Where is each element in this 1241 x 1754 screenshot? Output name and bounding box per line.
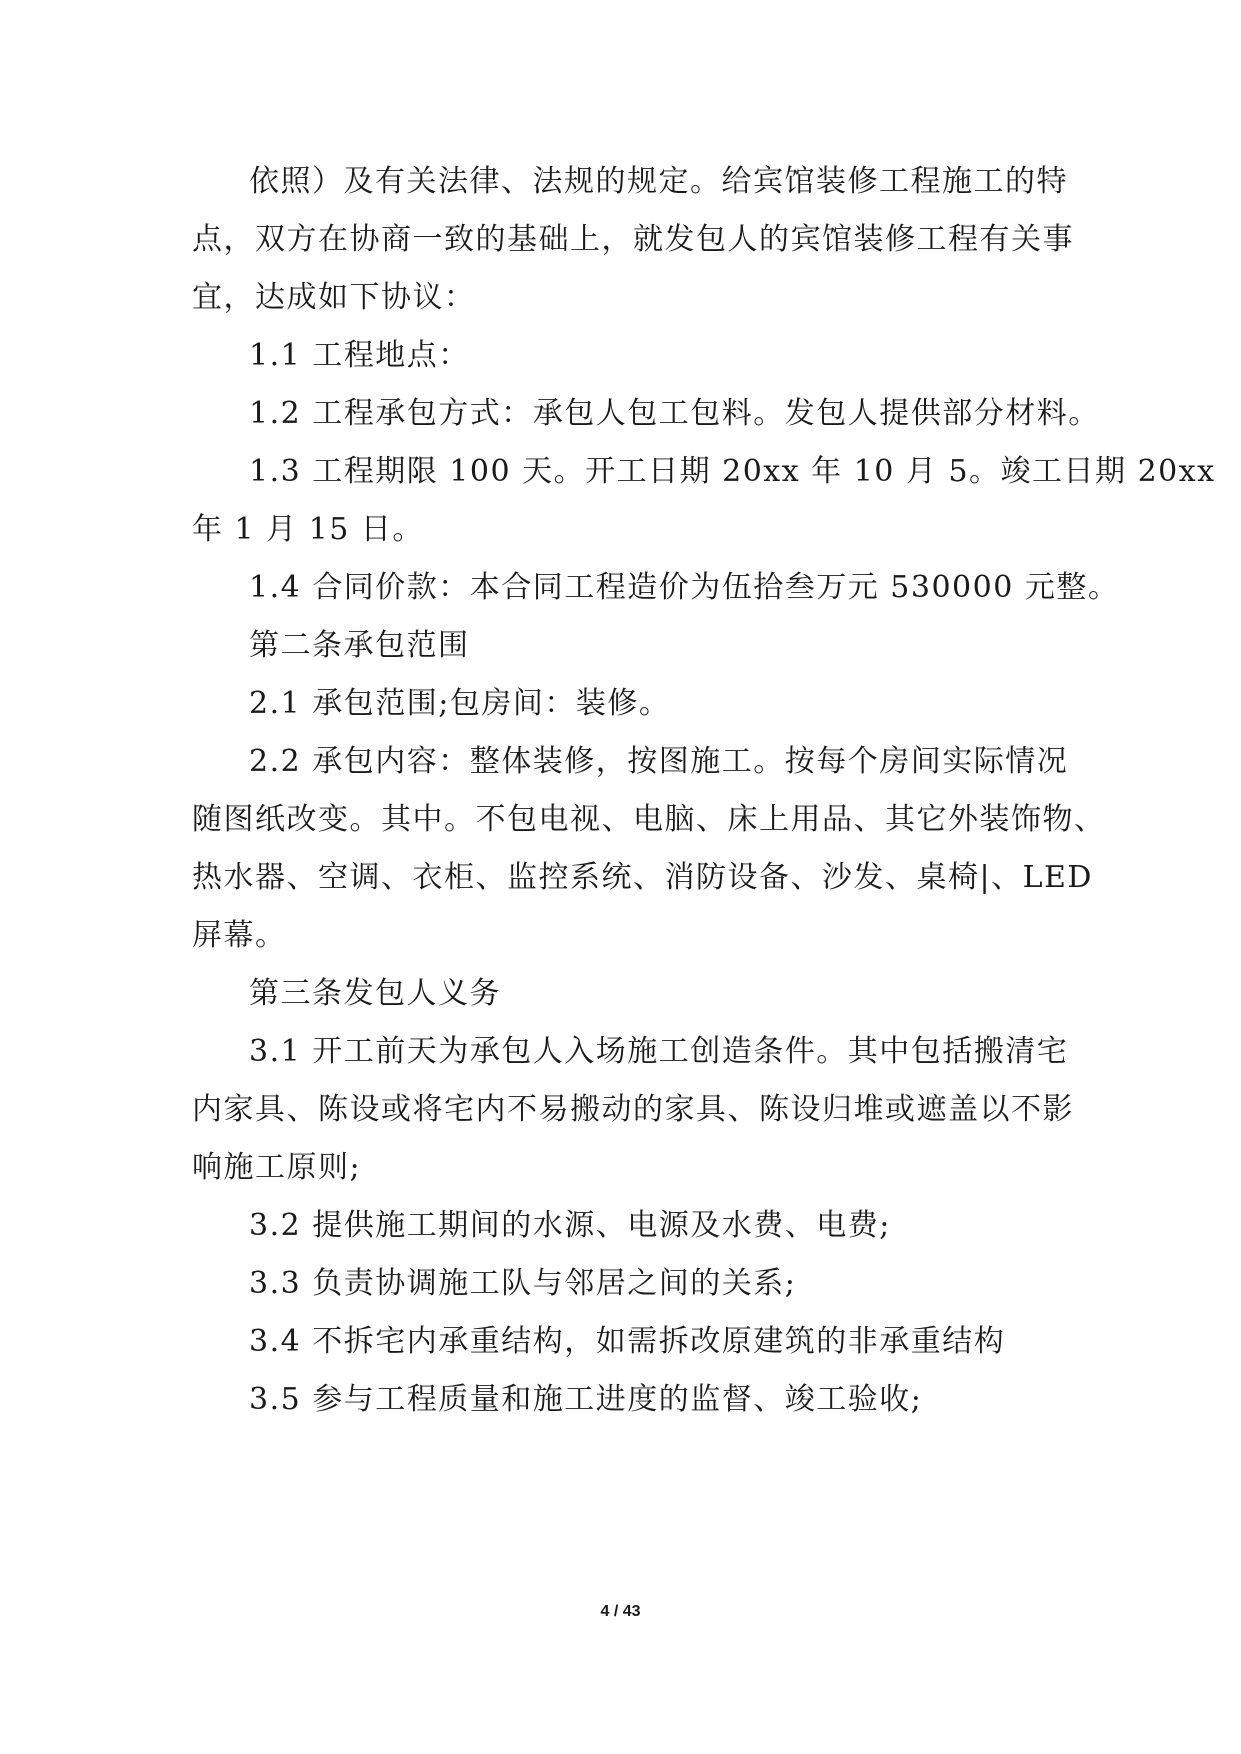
clause-1-3: 1.3 工程期限 100 天。开工日期 20xx 年 10 月 5。竣工日期 20xx [249, 454, 1216, 489]
clause-2-1: 2.1 承包范围;包房间：装修。 [249, 686, 671, 721]
text-line-2: 点，双方在协商一致的基础上，就发包人的宾馆装修工程有关事 [192, 222, 1074, 257]
text-line-3: 宜，达成如下协议： [192, 280, 476, 315]
clause-3-1-cont-1: 内家具、陈设或将宅内不易搬动的家具、陈设归堆或遮盖以不影 [192, 1092, 1074, 1127]
clause-2-2-cont-3: 屏幕。 [192, 918, 287, 953]
clause-1-1: 1.1 工程地点： [249, 338, 470, 373]
clause-3-1: 3.1 开工前天为承包人入场施工创造条件。其中包括搬清宅 [249, 1034, 1069, 1069]
clause-1-3-cont: 年 1 月 15 日。 [192, 512, 424, 547]
clause-1-4: 1.4 合同价款：本合同工程造价为伍拾叁万元 530000 元整。 [249, 570, 1120, 605]
clause-2-2-cont-1: 随图纸改变。其中。不包电视、电脑、床上用品、其它外装饰物、 [192, 802, 1106, 837]
clause-3-5: 3.5 参与工程质量和施工进度的监督、竣工验收; [249, 1382, 923, 1417]
clause-3-1-cont-2: 响施工原则; [192, 1150, 362, 1185]
section-heading-2: 第二条承包范围 [249, 628, 470, 663]
clause-3-2: 3.2 提供施工期间的水源、电源及水费、电费; [249, 1208, 891, 1243]
clause-2-2-cont-2: 热水器、空调、衣柜、监控系统、消防设备、沙发、桌椅|、LED [192, 860, 1093, 895]
clause-1-2: 1.2 工程承包方式：承包人包工包料。发包人提供部分材料。 [249, 396, 1100, 431]
text-line-1: 依照）及有关法律、法规的规定。给宾馆装修工程施工的特 [249, 164, 1068, 199]
clause-3-3: 3.3 负责协调施工队与邻居之间的关系; [249, 1266, 797, 1301]
page-number: 4 / 43 [600, 1603, 641, 1620]
clause-3-4: 3.4 不拆宅内承重结构，如需拆改原建筑的非承重结构 [249, 1324, 1006, 1359]
section-heading-3: 第三条发包人义务 [249, 976, 501, 1011]
clause-2-2: 2.2 承包内容：整体装修，按图施工。按每个房间实际情况 [249, 744, 1069, 779]
